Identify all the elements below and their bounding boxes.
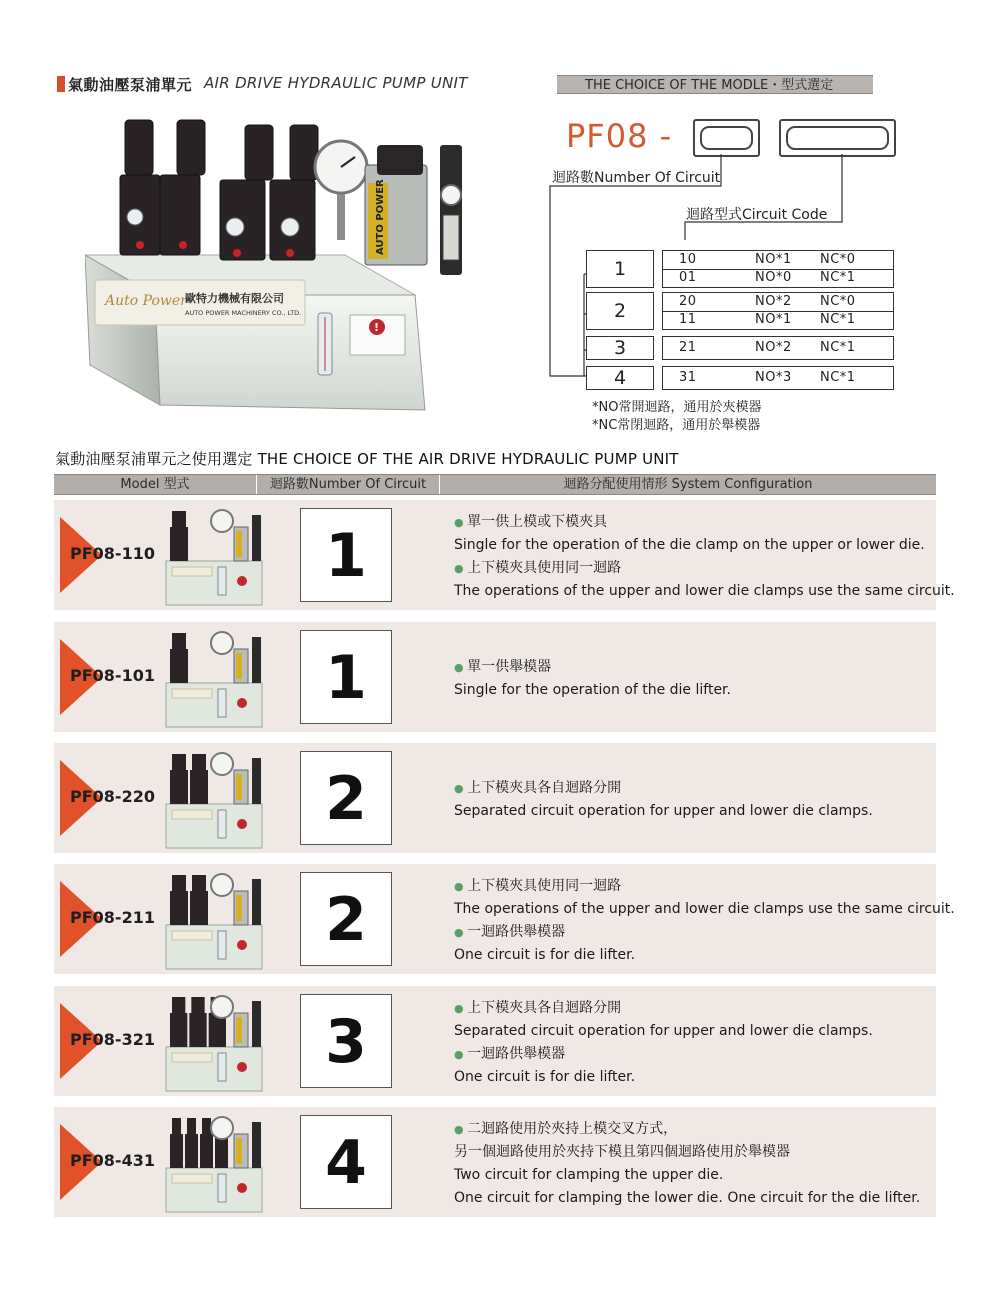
config-text: 一迴路供舉模器 xyxy=(467,1046,566,1062)
bullet-icon: ● xyxy=(454,562,468,575)
config-text: One circuit is for die lifter. xyxy=(454,1069,636,1085)
config-line xyxy=(454,800,873,823)
model-code: PF08-211 xyxy=(70,908,155,927)
no-count: NO*1 xyxy=(755,252,792,267)
circuit-code: 10 xyxy=(679,252,697,267)
nc-count: NC*1 xyxy=(820,270,856,285)
page-title-en: AIR DRIVE HYDRAULIC PUMP UNIT xyxy=(204,74,468,92)
circuit-count: 1 xyxy=(300,630,392,724)
nc-count: NC*1 xyxy=(820,370,856,385)
circuit-number-4: 4 xyxy=(586,366,654,390)
bullet-icon: ● xyxy=(454,1123,468,1136)
pump-unit-thumbnail xyxy=(158,867,270,971)
config-line-zh xyxy=(454,777,873,800)
svg-text:Auto Power: Auto Power xyxy=(105,293,187,309)
model-code: PF08-431 xyxy=(70,1151,155,1170)
circuit-count: 4 xyxy=(300,1115,392,1209)
note-no: *NO常開迴路，通用於夾模器 xyxy=(592,400,762,415)
circuit-number-3: 3 xyxy=(586,336,654,360)
no-count: NO*2 xyxy=(755,340,792,355)
circuit-code: 11 xyxy=(679,312,697,327)
bullet-icon: ● xyxy=(454,880,468,893)
circuit-code-group-2 xyxy=(662,292,894,330)
config-line-zh xyxy=(454,656,731,679)
config-text: The operations of the upper and lower die clamps use the same circuit. xyxy=(454,583,955,599)
pump-unit-thumbnail xyxy=(158,503,270,607)
config-line-zh xyxy=(454,1043,873,1066)
config-line-zh xyxy=(454,997,873,1020)
bullet-icon: ● xyxy=(454,926,468,939)
bullet-icon: ● xyxy=(454,516,468,529)
model-choice-banner: THE CHOICE OF THE MODLE・型式選定 xyxy=(557,75,873,94)
config-text: 另一個迴路使用於夾持下模且第四個迴路使用於舉模器 xyxy=(454,1144,790,1160)
config-text: 一迴路供舉模器 xyxy=(467,924,566,940)
config-text: The operations of the upper and lower die clamps use the same circuit. xyxy=(454,901,955,917)
pump-unit-thumbnail xyxy=(158,746,270,850)
circuit-code-group-4 xyxy=(662,366,894,390)
no-count: NO*1 xyxy=(755,312,792,327)
title-marker xyxy=(57,76,65,92)
config-line xyxy=(454,944,955,967)
company-name-zh: 歐特力機械有限公司 xyxy=(185,292,284,305)
config-text: 上下模夾具使用同一迴路 xyxy=(467,878,622,894)
config-line-zh xyxy=(454,921,955,944)
circuit-count: 3 xyxy=(300,994,392,1088)
config-text: 二迴路使用於夾持上模交叉方式， xyxy=(467,1121,678,1137)
company-name-en: AUTO POWER MACHINERY CO., LTD. xyxy=(185,309,302,317)
configuration-description xyxy=(454,511,955,603)
selection-row xyxy=(54,1107,936,1217)
config-line-zh xyxy=(454,557,955,580)
model-code: PF08-110 xyxy=(70,544,155,563)
config-text: One circuit for clamping the lower die. One circuit for the die lifter. xyxy=(454,1190,921,1206)
bullet-icon: ● xyxy=(454,1048,468,1061)
config-line xyxy=(454,534,955,557)
number-of-circuit-label: 迴路數Number Of Circuit xyxy=(552,170,721,186)
pump-unit-thumbnail xyxy=(158,1110,270,1214)
circuit-code-group-3 xyxy=(662,336,894,360)
pump-unit-photo xyxy=(85,105,465,415)
config-line xyxy=(454,1164,920,1187)
config-text: 單一供舉模器 xyxy=(467,659,552,675)
config-line xyxy=(454,898,955,921)
nc-count: NC*0 xyxy=(820,294,856,309)
config-text: 上下模夾具各自迴路分開 xyxy=(467,780,622,796)
configuration-description xyxy=(454,997,873,1089)
selection-row xyxy=(54,500,955,610)
nc-count: NC*0 xyxy=(820,252,856,267)
circuit-code: 31 xyxy=(679,370,697,385)
circuit-count: 2 xyxy=(300,872,392,966)
no-count: NO*3 xyxy=(755,370,792,385)
circuit-count: 1 xyxy=(300,508,392,602)
config-text: Two circuit for clamping the upper die. xyxy=(454,1167,724,1183)
config-line-zh xyxy=(454,875,955,898)
config-text: One circuit is for die lifter. xyxy=(454,947,636,963)
circuit-count: 2 xyxy=(300,751,392,845)
col-config: 迴路分配使用情形 System Configuration xyxy=(563,477,813,492)
config-line xyxy=(454,1187,920,1210)
config-text: Single for the operation of the die lifter. xyxy=(454,682,731,698)
no-count: NO*0 xyxy=(755,270,792,285)
config-line xyxy=(454,1141,920,1164)
col-circuit: 迴路數Number Of Circuit xyxy=(269,477,427,492)
selection-row xyxy=(54,986,936,1096)
note-nc: *NC常閉迴路，通用於舉模器 xyxy=(592,418,761,433)
model-code: PF08-321 xyxy=(70,1030,155,1049)
config-line xyxy=(454,580,955,603)
model-prefix: PF08 - xyxy=(566,117,673,155)
configuration-description xyxy=(454,656,731,702)
circuit-code-label: 迴路型式Circuit Code xyxy=(686,207,828,223)
selection-table-header xyxy=(54,474,936,495)
config-text: Single for the operation of the die clamp on the upper or lower die. xyxy=(454,537,925,553)
svg-text:!: ! xyxy=(374,321,380,334)
bullet-icon: ● xyxy=(454,782,468,795)
configuration-description xyxy=(454,875,955,967)
selection-row xyxy=(54,622,936,732)
circuit-code: 21 xyxy=(679,340,697,355)
bullet-icon: ● xyxy=(454,661,468,674)
col-model: Model 型式 xyxy=(120,477,190,492)
no-count: NO*2 xyxy=(755,294,792,309)
config-line-zh xyxy=(454,1118,920,1141)
circuit-number-2: 2 xyxy=(586,292,654,330)
bullet-icon: ● xyxy=(454,1002,468,1015)
config-text: Separated circuit operation for upper and lower die clamps. xyxy=(454,1023,873,1039)
configuration-description xyxy=(454,1118,920,1210)
configuration-description xyxy=(454,777,873,823)
nc-count: NC*1 xyxy=(820,340,856,355)
config-text: 上下模夾具各自迴路分開 xyxy=(467,1000,622,1016)
config-text: 上下模夾具使用同一迴路 xyxy=(467,560,622,576)
pump-unit-thumbnail xyxy=(158,625,270,729)
config-line xyxy=(454,1020,873,1043)
page-title-zh: 氣動油壓泵浦單元 xyxy=(68,76,193,94)
config-line-zh xyxy=(454,511,955,534)
brand-label: AUTO POWER xyxy=(375,179,386,255)
model-code: PF08-220 xyxy=(70,787,155,806)
config-text: 單一供上模或下模夾具 xyxy=(467,514,608,530)
selection-title: 氣動油壓泵浦單元之使用選定 THE CHOICE OF THE AIR DRIVE HYDRAULIC PUMP UNIT xyxy=(55,450,679,468)
selection-row xyxy=(54,864,955,974)
config-line xyxy=(454,1066,873,1089)
model-code: PF08-101 xyxy=(70,666,155,685)
config-line xyxy=(454,679,731,702)
circuit-code: 20 xyxy=(679,294,697,309)
pump-unit-thumbnail xyxy=(158,989,270,1093)
circuit-code: 01 xyxy=(679,270,697,285)
selection-row xyxy=(54,743,936,853)
circuit-code-group-1 xyxy=(662,250,894,288)
config-text: Separated circuit operation for upper and lower die clamps. xyxy=(454,803,873,819)
nc-count: NC*1 xyxy=(820,312,856,327)
circuit-number-1: 1 xyxy=(586,250,654,288)
